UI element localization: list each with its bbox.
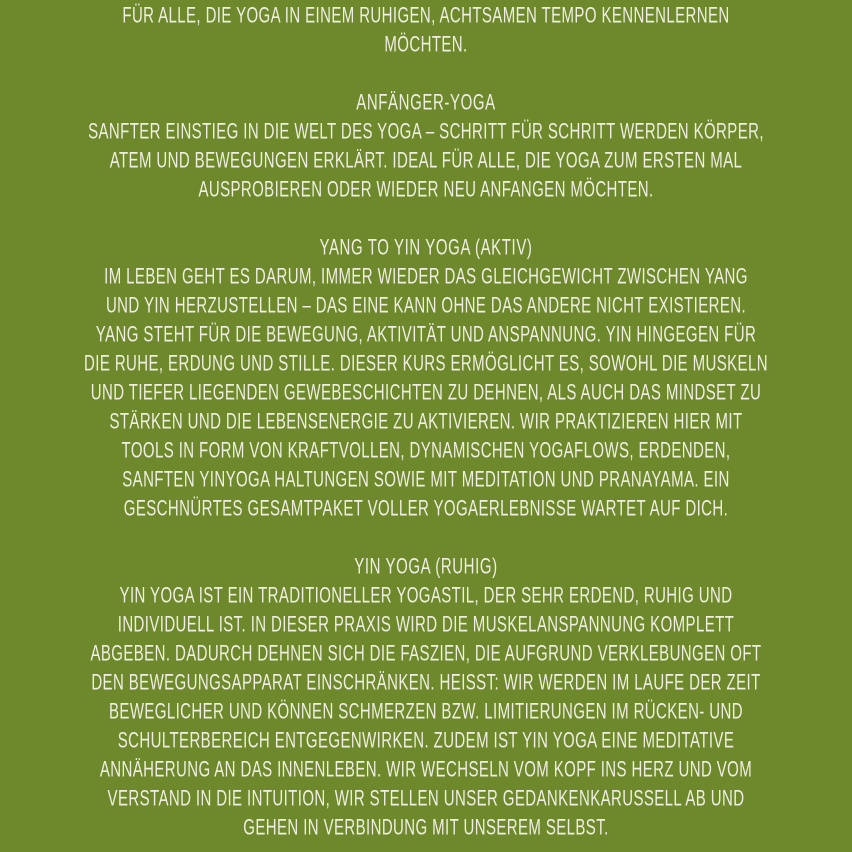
text-line: UND TIEFER LIEGENDEN GEWEBESCHICHTEN ZU DEHNEN, ALS AUCH DAS MINDSET ZU <box>90 380 762 406</box>
text-line: YIN YOGA IST EIN TRADITIONELLER YOGASTIL, DER SEHR ERDEND, RUHIG UND <box>119 583 733 609</box>
text-line: SANFTEN YINYOGA HALTUNGEN SOWIE MIT MEDITATION UND PRANAYAMA. EIN <box>122 467 730 493</box>
text-line: YANG STEHT FÜR DIE BEWEGUNG, AKTIVITÄT UND ANSPANNUNG. YIN HINGEGEN FÜR <box>95 322 757 348</box>
course-section-heading: ANFÄNGER-YOGA <box>356 90 496 116</box>
text-line: GESCHNÜRTES GESAMTPAKET VOLLER YOGAERLEBNISSE WARTET AUF DICH. <box>123 496 729 522</box>
course-section <box>20 553 832 843</box>
text-line: INDIVIDUELL IST. IN DIESER PRAXIS WIRD DIE MUSKELANSPANNUNG KOMPLETT <box>117 612 735 638</box>
text-line: IM LEBEN GEHT ES DARUM, IMMER WIEDER DAS GLEICHGEWICHT ZWISCHEN YANG <box>104 264 748 290</box>
course-description-text <box>20 2 832 852</box>
text-line: STÄRKEN UND DIE LEBENSENERGIE ZU AKTIVIEREN. WIR PRAKTIZIEREN HIER MIT <box>109 409 743 435</box>
course-section <box>20 234 832 524</box>
text-line: DIE RUHE, ERDUNG UND STILLE. DIESER KURS ERMÖGLICHT ES, SOWOHL DIE MUSKELN <box>84 351 768 377</box>
text-line: AUSPROBIEREN ODER WIEDER NEU ANFANGEN MÖCHTEN. <box>198 177 654 203</box>
text-line: MÖCHTEN. <box>384 32 468 58</box>
text-line: UND YIN HERZUSTELLEN – DAS EINE KANN OHNE DAS ANDERE NICHT EXISTIEREN. <box>105 293 747 319</box>
text-line: ANNÄHERUNG AN DAS INNENLEBEN. WIR WECHSELN VOM KOPF INS HERZ UND VOM <box>99 757 753 783</box>
course-section-heading: YIN YOGA (RUHIG) <box>354 554 498 580</box>
text-line: ATEM UND BEWEGUNGEN ERKLÄRT. IDEAL FÜR ALLE, DIE YOGA ZUM ERSTEN MAL <box>109 148 743 174</box>
text-line: FÜR ALLE, DIE YOGA IN EINEM RUHIGEN, ACHTSAMEN TEMPO KENNENLERNEN <box>122 3 730 29</box>
text-line: VERSTAND IN DIE INTUITION, WIR STELLEN UNSER GEDANKENKARUSSELL AB UND <box>107 786 745 812</box>
text-line: DEN BEWEGUNGSAPPARAT EINSCHRÄNKEN. HEISST: WIR WERDEN IM LAUFE DER ZEIT <box>91 670 761 696</box>
text-line: SCHULTERBEREICH ENTGEGENWIRKEN. ZUDEM IST YIN YOGA EINE MEDITATIVE <box>117 728 735 754</box>
text-line: GEHEN IN VERBINDUNG MIT UNSEREM SELBST. <box>243 815 609 841</box>
text-line: SANFTER EINSTIEG IN DIE WELT DES YOGA – SCHRITT FÜR SCHRITT WERDEN KÖRPER, <box>88 119 764 145</box>
course-section <box>20 89 832 205</box>
course-section-heading: YANG TO YIN YOGA (AKTIV) <box>319 235 533 261</box>
course-section <box>20 2 832 60</box>
text-line: TOOLS IN FORM VON KRAFTVOLLEN, DYNAMISCHEN YOGAFLOWS, ERDENDEN, <box>121 438 731 464</box>
text-line: ABGEBEN. DADURCH DEHNEN SICH DIE FASZIEN, DIE AUFGRUND VERKLEBUNGEN OFT <box>90 641 762 667</box>
text-line: BEWEGLICHER UND KÖNNEN SCHMERZEN BZW. LIMITIERUNGEN IM RÜCKEN- UND <box>109 699 743 725</box>
